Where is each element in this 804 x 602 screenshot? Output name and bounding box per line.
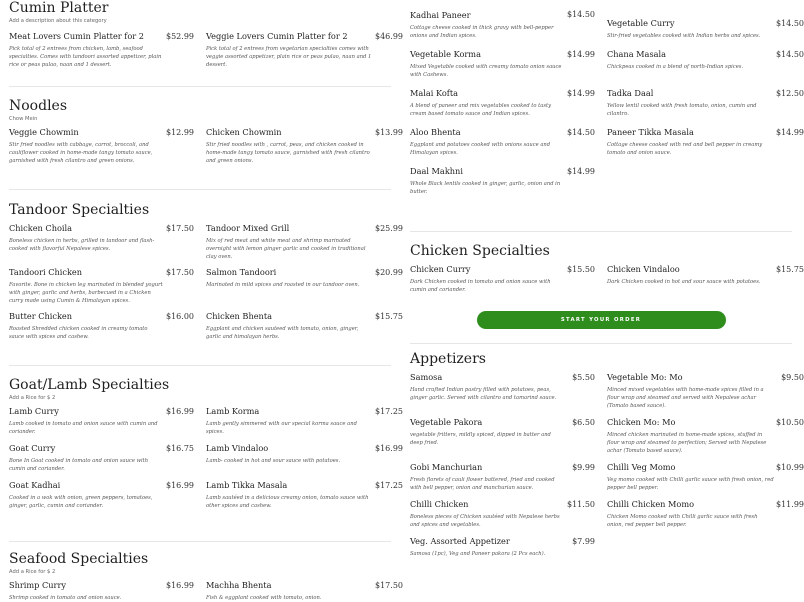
item-price: $6.50 [572,418,595,428]
item-name: Gobi Manchurian [410,462,483,473]
section-note: Add a Rice for $ 2 [9,395,56,402]
menu-item[interactable] [9,481,194,510]
item-name: Chilli Chicken [410,499,469,510]
item-price: $17.50 [375,581,403,591]
item-price: $13.99 [375,128,403,138]
menu-item[interactable] [607,19,804,40]
item-price: $46.99 [375,32,403,42]
item-description: Lamb sautéed in a delicious creamy onion, tomato sauce with other spices and cashew. [206,495,369,510]
item-description: Mixed Vegetable cooked with creamy tomato onion sauce with Cashews. [410,63,562,78]
item-name: Chana Masala [607,48,667,59]
item-description: Minced mixed vegetables with home-made spices filled in a flour wrap and steamed and served with Nepalese achar (Tomato based sauce). [607,387,764,410]
menu-item[interactable] [206,407,403,436]
item-price: $12.99 [166,128,194,138]
item-description: Marinated in mild spices and roasted in our tandoor oven. [206,282,360,289]
item-description: Fresh florets of cauli flower battered, fried and cooked with bell pepper, onion and manchurian sauce. [410,477,555,492]
item-name: Veggie Lovers Cumin Platter for 2 [206,31,348,42]
item-name: Chicken Bhenta [206,311,273,322]
item-name: Daal Makhni [410,165,463,176]
item-description: A blend of paneer and mix vegetables cooked to tasty cream based tomato sauce and Indian spices. [410,102,552,117]
menu-item[interactable] [410,128,595,157]
left-menu-column [9,0,403,602]
item-name: Chicken Choila [9,223,73,234]
item-name: Chilli Chicken Momo [607,499,695,510]
section-title: Cumin Platter [9,0,109,16]
item-description: Eggplant and chicken sauteed with tomato, onion, ginger, garlic and himalayan herbs. [206,326,359,341]
item-name: Vegetable Pakora [410,417,483,428]
item-description: Stir fried noodles with , carrot, peas, and chicken cooked in home-made tangy tomato sauce, garnished with fresh cilantro and green onions. [206,142,370,165]
menu-item[interactable] [9,581,194,602]
section-seafood-specialties [9,542,403,602]
item-description: Bone In Goat cooked in tomato and onion sauce with cumin and coriander. [9,458,149,473]
item-name: Kadhai Paneer [410,10,471,20]
item-price: $14.50 [776,19,804,28]
item-name: Tandoor Mixed Grill [206,223,290,234]
item-price: $15.75 [375,312,403,322]
menu-item[interactable] [9,444,194,473]
item-name: Malai Kofta [410,87,459,98]
item-price: $20.99 [375,268,403,278]
menu-item[interactable] [9,32,194,69]
item-name: Vegetable Korma [410,48,481,59]
item-price: $14.99 [567,166,595,176]
item-description: Boneless pieces of Chicken sautéed with Nepalese herbs and spices and vegetables. [410,514,560,529]
section-cumin-platter [9,0,403,87]
item-name: Salmon Tandoori [206,267,277,278]
item-description: Stir-fried vegetables cooked with Indian herbs and spices. [607,32,761,39]
section-vegetarian-specialties [410,0,804,232]
item-name: Samosa [410,372,443,383]
item-price: $14.50 [567,10,595,19]
item-description: Lamb- cooked in hot and sour sauce with potatoes. [206,458,341,465]
section-title: Appetizers [410,351,486,367]
menu-item[interactable] [206,224,403,261]
section-title: Chicken Specialties [410,243,550,259]
section-title: Seafood Specialties [9,551,149,567]
item-name: Lamb Vindaloo [206,443,269,454]
menu-item[interactable] [410,265,595,294]
menu-item[interactable] [206,312,403,341]
item-price: $14.50 [776,49,804,59]
menu-item[interactable] [410,418,595,455]
item-description: Mix of red meat and white meat and shrimp marinated overnight with lemon ginger garlic and cooked in traditional clay oven. [206,238,366,261]
item-name: Vegetable Mo: Mo [607,372,683,383]
item-name: Lamb Curry [9,406,59,417]
item-name: Paneer Tikka Masala [607,126,694,137]
menu-item[interactable] [410,167,595,196]
item-name: Shrimp Curry [9,580,67,591]
item-price: $17.25 [375,481,403,491]
item-price: $16.99 [375,444,403,454]
item-price: $17.50 [166,268,194,278]
item-description: Lamb gently simmered with our special korma sauce and spices. [206,421,357,436]
item-price: $15.50 [567,265,595,275]
item-description: Chicken Momo cooked with Chilli garlic sauce with fresh onion, red pepper bell pepper. [607,514,758,529]
item-description: Dark Chicken cooked in tomato and onion sauce with cumin and coriander. [410,279,551,294]
item-description: Minced chicken marinated in home-made spices, stuffed in flour wrap and steamed to perfection; Served with Nepalese achar (Tomato based sauce). [607,432,767,455]
item-name: Butter Chicken [9,311,73,322]
menu-item[interactable] [9,224,194,261]
item-price: $10.99 [776,463,804,473]
menu-item[interactable] [206,32,403,69]
item-description: Roasted Shredded chicken cooked in creamy tomato sauce with spices and cashew. [9,326,148,341]
menu-item[interactable] [410,537,595,558]
section-note: Add a description about this category [9,18,107,25]
item-description: vegetable fritters, mildly spiced, dipped in batter and deep fried. [410,432,551,447]
item-description: Veg momo cooked with Chilli garlic sauce with fresh onion, red pepper bell pepper. [607,477,774,492]
item-description: Hand crafted Indian pastry filled with potatoes, peas, ginger garlic. Served with cilantro and tamarind sauce. [410,387,557,402]
section-noodles [9,87,403,190]
section-chicken-specialties [410,232,804,344]
right-menu-column [410,0,804,558]
section-goat-lamb-specialties [9,366,403,542]
menu-item[interactable] [9,312,194,341]
item-description: Favorite. Bone in chicken leg marinated in blended yogurt with ginger, garlic and herbs, barbecued in a Chicken curry made using Cumin & Himalayan spices. [9,282,163,305]
item-name: Chicken Chowmin [206,127,282,138]
menu-item[interactable] [607,373,804,410]
menu-item[interactable] [410,500,595,529]
item-price: $11.50 [567,500,595,510]
section-title: Tandoor Specialties [9,202,150,218]
item-price: $14.50 [567,127,595,137]
item-price: $14.99 [776,127,804,137]
item-price: $25.99 [375,224,403,234]
item-name: Chicken Vindaloo [607,264,680,275]
menu-item[interactable] [607,265,804,294]
item-description: Cottage cheese cooked with red and bell pepper in creamy tomato and onion sauce. [607,141,763,156]
menu-item[interactable] [410,373,595,410]
menu-item[interactable] [607,463,804,492]
item-price: $52.99 [166,32,194,42]
item-description: Yellow lentil cooked with fresh tomato, onion, cumin and cilantro. [607,102,757,117]
menu-item[interactable] [206,268,403,305]
menu-item[interactable] [607,89,804,118]
item-price: $9.50 [781,373,804,383]
item-name: Veg. Assorted Appetizer [410,536,510,547]
item-price: $16.00 [166,312,194,322]
item-price: $15.75 [776,265,804,275]
item-price: $16.99 [166,581,194,591]
item-price: $5.50 [572,373,595,383]
menu-item[interactable] [206,581,403,602]
item-price: $16.99 [166,481,194,491]
item-name: Chilli Veg Momo [607,462,676,473]
item-description: Cooked in a wok with onion, green peppers, tomatoes, ginger, garlic, cumin and coriander. [9,495,153,510]
item-price: $16.75 [166,444,194,454]
item-price: $16.99 [166,407,194,417]
item-description: Lamb cooked in tomato and onion sauce with cumin and coriander. [9,421,158,436]
menu-item[interactable] [206,481,403,510]
item-description: Pick total of 2 entrees from vegetarian specialties comes with veggie assorted appetizer, plain rice or peas pulao, naan and 1 dessert. [206,46,372,69]
menu-item[interactable] [9,407,194,436]
item-name: Vegetable Curry [607,18,675,28]
item-description: Eggplant and potatoes cooked with onions sauce and Himalayan spices. [410,141,551,156]
menu-item[interactable] [206,128,403,165]
item-name: Goat Kadhai [9,480,61,491]
menu-item[interactable] [9,128,194,165]
item-name: Lamb Korma [206,406,260,417]
menu-item[interactable] [206,444,403,473]
item-description: Fish & eggplant cooked with tomato, onion. [206,595,322,602]
menu-item[interactable] [410,50,595,79]
item-price: $11.99 [776,500,804,510]
item-name: Veggie Chowmin [9,127,79,138]
item-price: $14.99 [567,88,595,98]
section-title: Noodles [9,98,68,114]
item-name: Chicken Curry [410,264,471,275]
menu-item[interactable] [410,11,595,40]
section-tandoor-specialties [9,190,403,366]
item-description: Cottage cheese cooked in thick gravy with bell-pepper onions and Indian spices. [410,24,554,39]
menu-item[interactable] [607,500,804,529]
item-description: Stir fried noodles with cabbage, carrot, broccoli, and cauliflower cooked in home-made tangy tomato sauce, garnished with fresh cilantro and green onions. [9,142,153,165]
item-name: Meat Lovers Cumin Platter for 2 [9,31,144,42]
item-price: $7.99 [572,537,595,547]
section-note: Add a Rice for $ 2 [9,569,56,576]
item-name: Chicken Mo: Mo [607,417,676,428]
item-description: Boneless chicken in herbs, grilled in tandoor and flash-cooked with flavorful Nepalese spices. [9,238,155,253]
item-price: $14.99 [567,49,595,59]
item-name: Aloo Bhenta [410,126,461,137]
menu-item[interactable] [607,128,804,157]
item-description: Whole Black lentils cooked in ginger, garlic, onion and in butter. [410,180,561,195]
menu-item[interactable] [607,50,804,79]
item-description: Shrimp cooked in tomato and onion sauce. [9,595,122,602]
section-note: Chow Mein [9,116,38,123]
item-price: $17.50 [166,224,194,234]
item-name: Lamb Tikka Masala [206,480,288,491]
start-order-button[interactable]: START YOUR ORDER [477,311,726,329]
item-description: Pick total of 2 entrees from chicken, lamb, seafood specialties. Comes with tandoori assorted appetizer, plain rice or peas pulao, naan and 1 dessert. [9,46,162,69]
menu-item[interactable] [607,418,804,455]
menu-item[interactable] [9,268,194,305]
item-name: Tandoori Chicken [9,267,83,278]
item-price: $17.25 [375,407,403,417]
item-description: Dark Chicken cooked in hot and sour sauce with potatoes. [607,279,761,286]
menu-item[interactable] [410,89,595,118]
item-price: $9.99 [572,463,595,473]
menu-item[interactable] [410,463,595,492]
item-description: Chickpeas cooked in a blend of north-Indian spices. [607,63,744,70]
section-title: Goat/Lamb Specialties [9,377,170,393]
item-description: Samosa (1pc), Veg and Paneer pakora (2 Pcs each). [410,551,546,558]
item-name: Machha Bhenta [206,580,272,591]
section-appetizers [410,344,804,558]
item-name: Tadka Daal [607,87,654,98]
item-price: $12.50 [776,88,804,98]
item-price: $10.50 [776,418,804,428]
item-name: Goat Curry [9,443,56,454]
